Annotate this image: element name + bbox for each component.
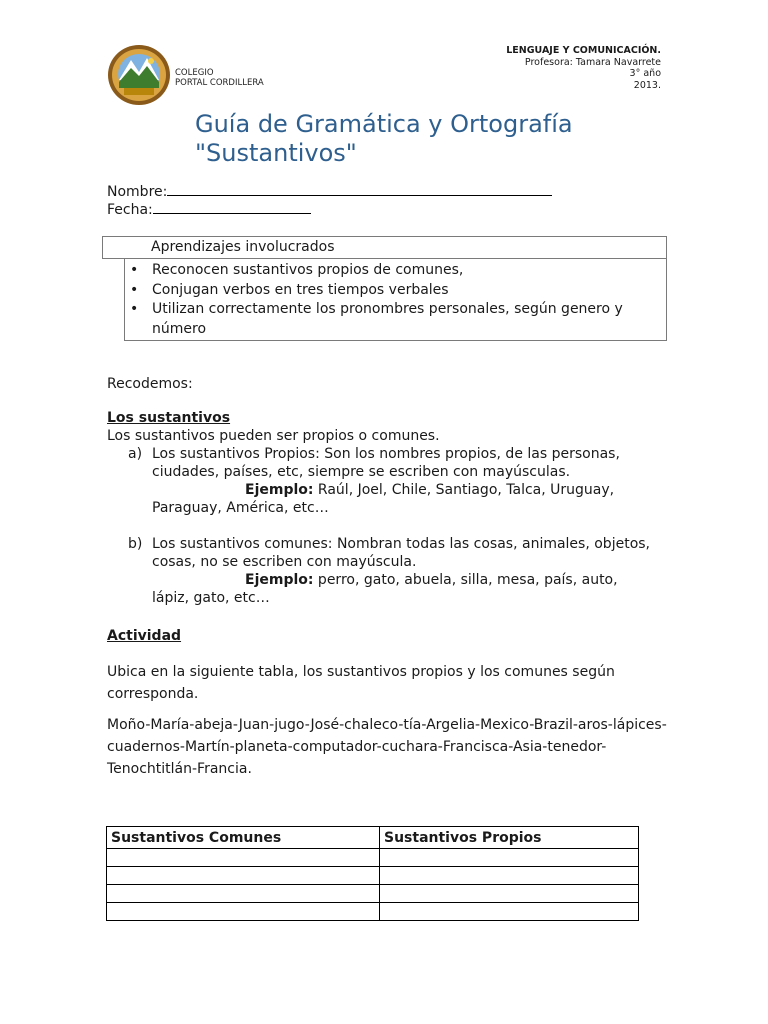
school-logo xyxy=(107,44,171,106)
column-header-comunes: Sustantivos Comunes xyxy=(107,827,380,849)
activity-instruction: Ubica en la siguiente tabla, los sustantivos propios y los comunes según corresponda. xyxy=(107,664,615,702)
item-a-label: a) xyxy=(128,446,143,462)
name-field xyxy=(107,183,552,201)
item-b-label: b) xyxy=(128,536,143,552)
table-cell[interactable] xyxy=(380,867,639,885)
table-cell[interactable] xyxy=(107,903,380,921)
date-blank xyxy=(153,201,311,214)
section-heading-sustantivos: Los sustantivos xyxy=(107,410,231,426)
learning-list xyxy=(125,261,666,339)
learning-item: • Reconocen sustantivos propios de comunes, xyxy=(125,261,666,281)
example-label: Ejemplo: xyxy=(245,482,314,498)
school-name xyxy=(175,68,264,88)
item-b-example xyxy=(152,571,668,589)
item-a-example-cont: Paraguay, América, etc… xyxy=(152,500,329,516)
classification-table xyxy=(106,826,639,921)
table-row xyxy=(107,867,639,885)
school-name-line1: COLEGIO xyxy=(175,68,214,78)
example-label: Ejemplo: xyxy=(245,572,314,588)
page-title xyxy=(195,110,573,168)
table-header-row xyxy=(107,827,639,849)
learning-header: Aprendizajes involucrados xyxy=(102,236,667,259)
section-lead: Los sustantivos pueden ser propios o comunes. xyxy=(107,428,440,444)
title-line2: "Sustantivos" xyxy=(195,139,357,167)
subject: LENGUAJE Y COMUNICACIÓN. xyxy=(506,45,661,56)
item-b-text: Los sustantivos comunes: Nombran todas las cosas, animales, objetos, cosas, no se escriben con mayúscula. xyxy=(152,536,650,570)
example-text: perro, gato, abuela, silla, mesa, país, auto, xyxy=(313,572,618,588)
table-cell[interactable] xyxy=(380,903,639,921)
table-cell[interactable] xyxy=(107,849,380,867)
year: 2013. xyxy=(633,79,661,91)
learning-list-box xyxy=(124,259,667,341)
table-cell[interactable] xyxy=(107,867,380,885)
table-cell[interactable] xyxy=(380,885,639,903)
title-line1: Guía de Gramática y Ortografía xyxy=(195,110,573,138)
table-row xyxy=(107,903,639,921)
item-a-example xyxy=(152,481,668,499)
item-b-example-cont: lápiz, gato, etc… xyxy=(152,590,270,606)
column-header-propios: Sustantivos Propios xyxy=(380,827,639,849)
date-field xyxy=(107,201,311,219)
list-item-a xyxy=(128,445,668,517)
table-row xyxy=(107,885,639,903)
school-name-line2: PORTAL CORDILLERA xyxy=(175,78,264,88)
table-cell[interactable] xyxy=(380,849,639,867)
item-a-text: Los sustantivos Propios: Son los nombres propios, de las personas, ciudades, países, etc, siempre se escriben con mayúsculas. xyxy=(152,446,620,480)
document-header xyxy=(506,45,661,91)
grade: 3° año xyxy=(629,68,661,79)
section-heading-actividad: Actividad xyxy=(107,628,182,644)
school-logo-icon xyxy=(107,44,171,106)
table-cell[interactable] xyxy=(107,885,380,903)
name-label: Nombre: xyxy=(107,184,168,200)
intro-text: Recodemos: xyxy=(107,376,193,392)
list-item-b xyxy=(128,535,668,607)
activity-word-list: Moño-María-abeja-Juan-jugo-José-chaleco-tía-Argelia-Mexico-Brazil-aros-lápices-cuadernos-Martín-planeta-computador-cuchara-Francisca-Asia-tenedor-Tenochtitlán-Francia. xyxy=(107,717,667,777)
date-label: Fecha: xyxy=(107,202,153,218)
example-text: Raúl, Joel, Chile, Santiago, Talca, Uruguay, xyxy=(313,482,615,498)
teacher: Profesora: Tamara Navarrete xyxy=(524,56,661,68)
learning-item: • Conjugan verbos en tres tiempos verbales xyxy=(125,281,666,301)
learning-item: • Utilizan correctamente los pronombres personales, según genero y número xyxy=(125,300,666,339)
name-blank xyxy=(167,183,552,196)
table-row xyxy=(107,849,639,867)
